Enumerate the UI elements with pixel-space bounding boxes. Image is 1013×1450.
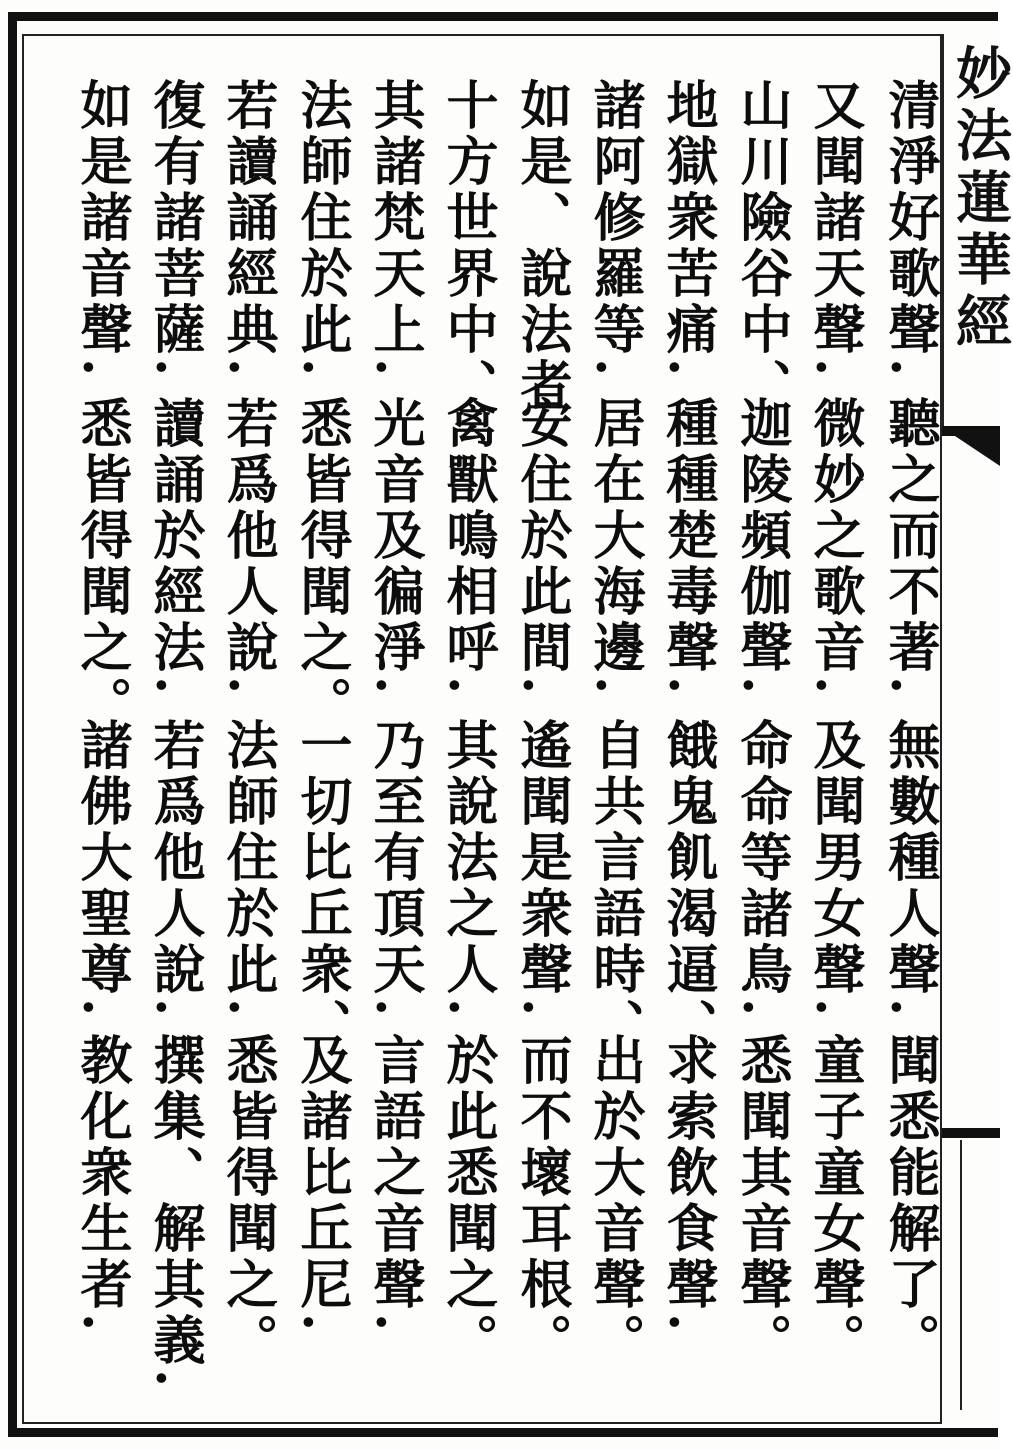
- verse-phrase: 出於大音聲。: [584, 1033, 645, 1369]
- verse-phrase: 山川險谷中、: [731, 78, 792, 414]
- margin-lower-box: [960, 1140, 1000, 1410]
- verse-phrase: 讀誦於經法.: [144, 396, 205, 699]
- verse-column-4: [643, 78, 723, 1348]
- verse-phrase: 迦陵頻伽聲.: [731, 396, 792, 699]
- verse-phrase: 微妙之歌音.: [804, 396, 865, 699]
- verse-phrase: 聞悉能解了。: [879, 1033, 940, 1369]
- verse-column-1: [865, 78, 945, 1369]
- verse-column-6: [497, 78, 577, 1369]
- verse-phrase: 其諸梵天上.: [364, 78, 425, 381]
- verse-phrase: 及諸比丘尼.: [291, 1033, 352, 1336]
- verse-column-9: [277, 78, 357, 1348]
- verse-phrase: 若爲他人說.: [217, 396, 278, 699]
- verse-phrase: 如是諸音聲.: [71, 78, 132, 381]
- verse-phrase: 乃至有頂天.: [364, 718, 425, 1021]
- margin-title-strip: [942, 34, 1013, 429]
- verse-column-3: [717, 78, 797, 1369]
- verse-column-2: [790, 78, 870, 1369]
- verse-phrase: 遙聞是衆聲.: [511, 718, 572, 1021]
- verse-phrase: 悉皆得聞之。: [291, 396, 352, 732]
- verse-phrase: 諸阿修羅等.: [584, 78, 645, 381]
- margin-title: 妙法蓮華經: [947, 44, 1013, 354]
- verse-column-7: [423, 78, 503, 1369]
- verse-phrase: 悉聞其音聲。: [731, 1033, 792, 1369]
- verse-phrase: 若讀誦經典.: [217, 78, 278, 381]
- verse-phrase: 而不壞耳根。: [511, 1033, 572, 1369]
- verse-phrase: 教化衆生者.: [71, 1033, 132, 1336]
- verse-phrase: 清淨好歌聲.: [879, 78, 940, 381]
- verse-phrase: 復有諸菩薩.: [144, 78, 205, 381]
- verse-column-10: [203, 78, 283, 1369]
- verse-phrase: 法師住於此.: [291, 78, 352, 381]
- margin-rule-lower: [942, 1128, 1000, 1138]
- verse-phrase: 餓鬼飢渴逼、: [657, 718, 718, 1054]
- verse-column-12: [57, 78, 137, 1348]
- verse-phrase: 地獄衆苦痛.: [657, 78, 718, 381]
- verse-phrase: 若爲他人說.: [144, 718, 205, 1021]
- verse-phrase: 諸佛大聖尊.: [71, 718, 132, 1021]
- verse-phrase: 言語之音聲.: [364, 1033, 425, 1336]
- verse-phrase: 一切比丘衆、: [291, 718, 352, 1054]
- verse-phrase: 種種楚毒聲.: [657, 396, 718, 699]
- verse-phrase: 法師住於此.: [217, 718, 278, 1021]
- verse-column-8: [350, 78, 430, 1348]
- verse-column-11: [130, 78, 210, 1392]
- verse-phrase: 悉皆得聞之。: [71, 396, 132, 732]
- verse-phrase: 於此悉聞之。: [437, 1033, 498, 1369]
- margin-ornament: [955, 436, 1000, 466]
- verse-phrase: 如是、說法者: [511, 78, 572, 414]
- verse-phrase: 安住於此間.: [511, 396, 572, 699]
- verse-phrase: 求索飲食聲.: [657, 1033, 718, 1336]
- verse-phrase: 又聞諸天聲.: [804, 78, 865, 381]
- verse-phrase: 其說法之人.: [437, 718, 498, 1021]
- verse-phrase: 撰集、解其義.: [144, 1033, 205, 1392]
- verse-phrase: 命命等諸鳥.: [731, 718, 792, 1021]
- verse-phrase: 十方世界中、: [437, 78, 498, 414]
- verse-phrase: 自共言語時、: [584, 718, 645, 1054]
- verse-phrase: 悉皆得聞之。: [217, 1033, 278, 1369]
- verse-phrase: 童子童女聲。: [804, 1033, 865, 1369]
- margin-rule: [942, 426, 1000, 436]
- verse-phrase: 聽之而不著.: [879, 396, 940, 699]
- verse-column-5: [570, 78, 650, 1369]
- verse-text-block: [45, 78, 945, 1392]
- verse-phrase: 光音及徧淨.: [364, 396, 425, 699]
- verse-phrase: 及聞男女聲.: [804, 718, 865, 1021]
- verse-phrase: 無數種人聲.: [879, 718, 940, 1021]
- verse-phrase: 居在大海邊.: [584, 396, 645, 699]
- verse-phrase: 禽獸鳴相呼.: [437, 396, 498, 699]
